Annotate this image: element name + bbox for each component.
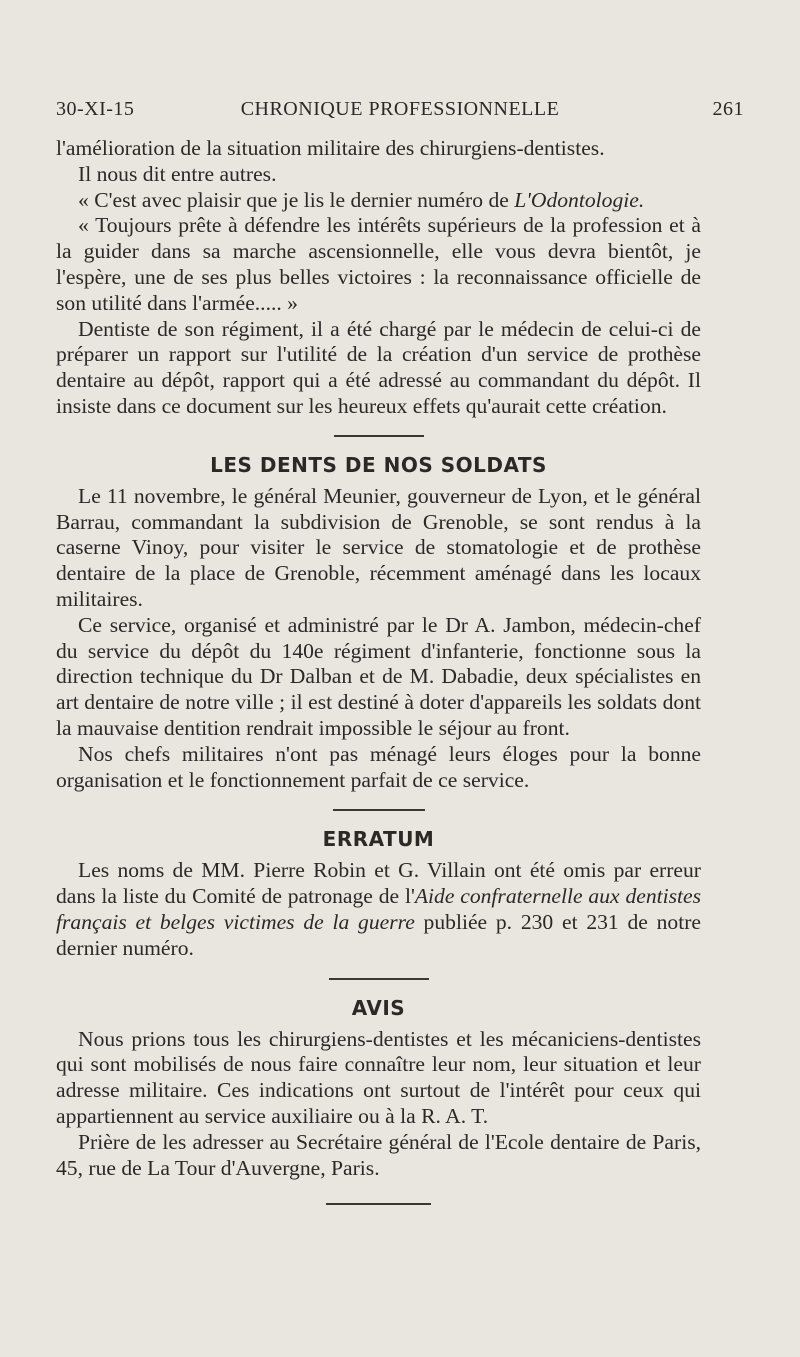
header-date: 30-XI-15 [56,98,135,120]
header-running-title: CHRONIQUE PROFESSIONNELLE [240,98,560,120]
dents-paragraph-3: Nos chefs militaires n'ont pas ménagé leurs éloges pour la bonne organisation et le fonctionnement parfait de ce service. [56,741,701,792]
intro-quote-start: « C'est avec plaisir que je lis le dernier numéro de [78,187,515,212]
section-divider [329,978,429,980]
dents-paragraph-1: Le 11 novembre, le général Meunier, gouverneur de Lyon, et le général Barrau, commandant la subdivision de Grenoble, se sont rendus à la caserne Vinoy, pour visiter le service de stomatologie et de prothèse dentaire de la place de Grenoble, récemment aménagé dans les locaux militaires. [56,483,701,611]
section-title-dents: LES DENTS DE NOS SOLDATS [210,452,547,477]
end-divider [326,1203,431,1205]
page-body [56,136,701,1205]
section-divider [333,809,425,811]
intro-paragraph-1: l'amélioration de la situation militaire des chirurgiens-dentistes. [56,136,605,160]
avis-paragraph-2: Prière de les adresser au Secrétaire général de l'Ecole dentaire de Paris, 45, rue de La Tour d'Auvergne, Paris. [56,1129,701,1180]
intro-paragraph-4: « Toujours prête à défendre les intérêts supérieurs de la profession et à la guider dans sa marche ascensionnelle, elle vous devra bientôt, je l'espère, une de ses plus belles victoires : la reconnaissance officielle de son utilité dans l'armée..... » [56,213,701,315]
dents-paragraph-2: Ce service, organisé et administré par le Dr A. Jambon, médecin-chef du service du dépôt du 140e régiment d'infanterie, fonctionne sous la direction technique du Dr Dalban et de M. Dabadie, deux spécialistes en art dentaire de notre ville ; il est destiné à doter d'appareils les soldats dont la mauvaise dentition rendrait impossible le séjour au front. [56,612,701,740]
journal-name: L'Odontologie. [514,187,645,212]
intro-paragraph-3 [56,188,701,214]
erratum-text-end: publiée p. 230 et 231 de notre dernier numéro. [56,909,701,960]
section-title-avis: AVIS [351,995,406,1020]
running-header [56,98,744,128]
avis-paragraph-1: Nous prions tous les chirurgiens-dentistes et les mécaniciens-dentistes qui sont mobilisés de nous faire connaître leur nom, leur situation et leur adresse militaire. Ces indications ont surtout de l'intérêt pour ceux qui appartiennent au service auxiliaire ou à la R. A. T. [56,1026,701,1128]
erratum-committee-name: Aide confraternelle aux dentistes français et belges victimes de la guerre [56,884,702,934]
section-title-erratum: ERRATUM [322,827,435,852]
intro-paragraph-5: Dentiste de son régiment, il a été chargé par le médecin de celui-ci de préparer un rapport sur l'utilité de la création d'un service de prothèse dentaire au dépôt, rapport qui a été adressé au commandant du dépôt. Il insiste dans ce document sur les heureux effets qu'aurait cette création. [56,316,701,418]
intro-paragraph-2: Il nous dit entre autres. [78,161,277,186]
erratum-text-start: Les noms de MM. Pierre Robin et G. Villain ont été omis par erreur dans la liste du Comité de patronage de l' [56,858,701,909]
erratum-paragraph [56,858,701,961]
header-page-number: 261 [712,98,744,120]
section-divider [334,435,424,437]
